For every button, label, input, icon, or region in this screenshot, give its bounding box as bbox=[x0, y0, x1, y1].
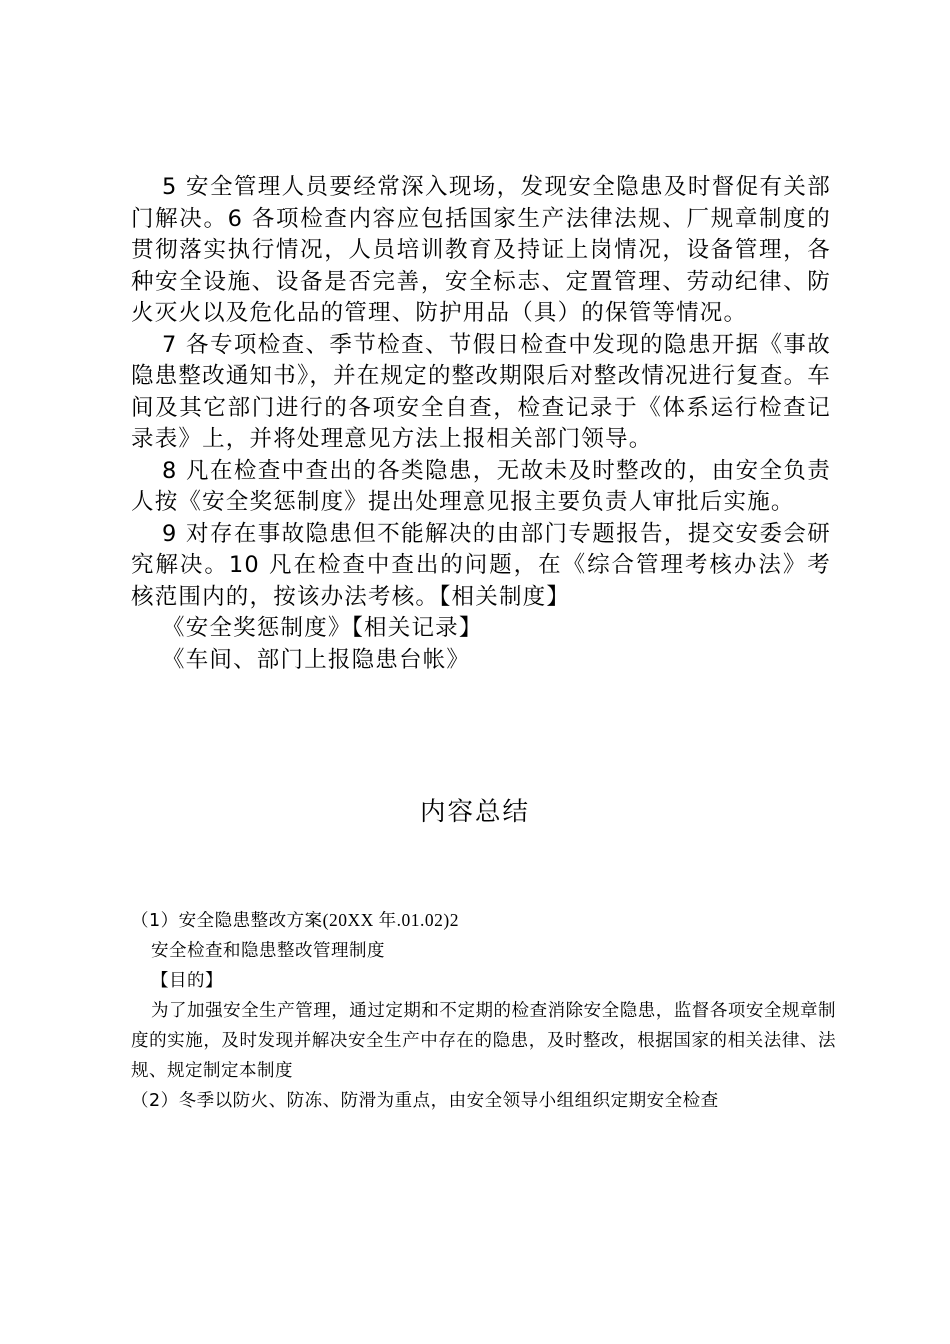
summary-heading: 内容总结 bbox=[419, 797, 530, 827]
summary-item-1-title: （1）安全隐患整改方案 bbox=[131, 911, 323, 931]
summary-system-title: 安全检查和隐患整改管理制度 bbox=[151, 941, 385, 961]
summary-item-2: （2）冬季以防火、防冻、防滑为重点，由安全领导小组组织定期安全检查 bbox=[131, 1091, 719, 1111]
regulation-paragraph-9-10: 9 对存在事故隐患但不能解决的由部门专题报告，提交安委会研究解决。10 凡在检查中查出的问题，在《综合管理考核办法》考核范围内的，按该办法考核。【相关制度】 bbox=[131, 520, 831, 610]
regulation-paragraph-7: 7 各专项检查、季节检查、节假日检查中发现的隐患开据《事故隐患整改通知书》，并在规定的整改期限后对整改情况进行复查。车间及其它部门进行的各项安全自查，检查记录于《体系运行检查记录表》上，并将处理意见方法上报相关部门领导。 bbox=[131, 331, 831, 452]
summary-item-1-date: (20XX 年.01.02)2 bbox=[322, 910, 459, 930]
related-record-reference: 《车间、部门上报隐患台帐》 bbox=[162, 646, 471, 673]
regulation-paragraph-5-6: 5 安全管理人员要经常深入现场，发现安全隐患及时督促有关部门解决。6 各项检查内容应包括国家生产法律法规、厂规章制度的贯彻落实执行情况，人员培训教育及持证上岗情况，设备管理，各种安全设施、设备是否完善，安全标志、定置管理、劳动纪律、防火灭火以及危化品的管理、防护用品（具）的保管等情况。 bbox=[131, 174, 831, 326]
summary-purpose-heading: 【目的】 bbox=[151, 971, 223, 991]
related-system-reference: 《安全奖惩制度》【相关记录】 bbox=[162, 615, 483, 641]
regulation-paragraph-8: 8 凡在检查中查出的各类隐患，无故未及时整改的，由安全负责人按《安全奖惩制度》提出处理意见报主要负责人审批后实施。 bbox=[131, 457, 831, 515]
summary-block bbox=[131, 905, 836, 1116]
summary-purpose-text: 为了加强安全生产管理，通过定期和不定期的检查消除安全隐患，监督各项安全规章制度的实施，及时发现并解决安全生产中存在的隐患，及时整改，根据国家的相关法律、法规、规定制定本制度 bbox=[131, 1001, 836, 1081]
regulation-text-block bbox=[131, 172, 831, 676]
summary-item-1 bbox=[131, 905, 836, 936]
